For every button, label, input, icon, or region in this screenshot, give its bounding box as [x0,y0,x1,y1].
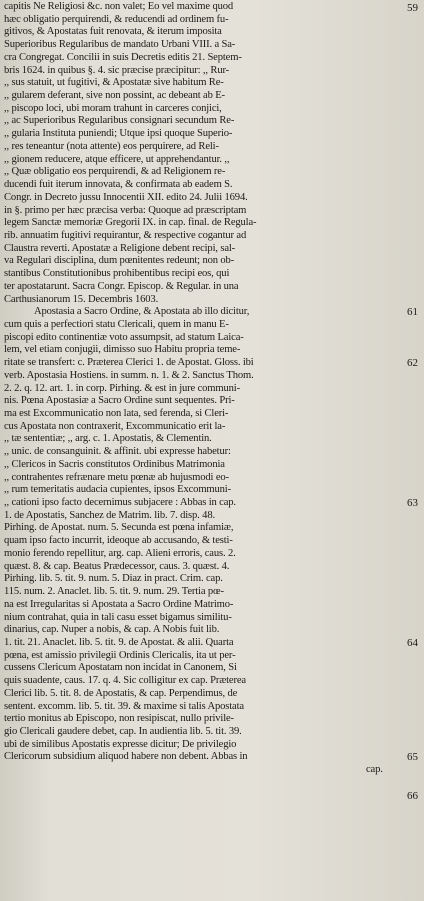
text-line: ,, contrahentes refrænare metu pœnæ ab hujusmodi eo- [4,471,229,483]
text-line: in §. primo per hæc præcisa verba: Quoque ad præscriptam [4,204,247,216]
text-line: Superioribus Regularibus de mandato Urbani VIII. a Sa- [4,39,236,51]
margin-paragraph-number: 63 [407,497,418,510]
text-line: hæc obligatio perquirendi, & reducendi ad ordinem fu- [4,13,229,25]
text-line: ,, res teneantur (nota attente) eos perquirere, ad Reli- [4,140,219,152]
text-line: rib. annuatim fugitivi requirantur, & respective cogantur ad [4,229,247,241]
text-line: Apostasia a Sacro Ordine, & Apostata ab illo dicitur, [34,306,250,318]
text-line: ,, piscopo loci, ubi moram trahunt in carceres conjici, [4,102,222,114]
text-line: sentent. excomm. lib. 5. tit. 39. & maxime si talis Apostata [4,700,244,712]
text-line: cap. [366,764,383,776]
text-line: ,, cationi ipso facto decernimus subjacere : Abbas in cap. [4,497,236,509]
text-line: ducendi fuit iterum innovata, & confirmata ab eadem S. [4,179,233,191]
text-line: 2. 2. q. 12. art. 1. in corp. Pirhing. & est in jure communi- [4,382,240,394]
text-line: ,, Clericos in Sacris constitutos Ordinibus Matrimonia [4,458,225,470]
text-line: Congr. in Decreto jussu Innocentii XII. edito 24. Julii 1694. [4,191,248,203]
text-line: dinarius, cap. Nuper a nobis, & cap. A Nobis fuit lib. [4,624,220,636]
text-line: piscopi edito continentiæ voto assumpsit, ad statum Laica- [4,331,244,343]
text-line: ,, ac Superioribus Regularibus consignari secundum Re- [4,115,235,127]
text-line: na est Irregularitas si Apostata a Sacro Ordine Matrimo- [4,598,234,610]
text-line: nium contrahat, quia in tali casu esset bigamus similitu- [4,611,232,623]
text-line: 115. num. 2. Anaclet. lib. 5. tit. 9. num. 29. Tertia pœ- [4,586,224,598]
text-line: cussens Clericum Apostatam non incidat in Canonem, Si [4,662,237,674]
text-line: lem, vel etiam conjugii, dimisso suo Habitu propria teme- [4,344,241,356]
text-line: ,, gularia Instituta puniendi; Utque ipsi quoque Superio- [4,128,233,140]
text-line: ,, sus statuit, ut fugitivi, & Apostatæ sive habitum Re- [4,77,224,89]
text-line: ritate se transfert: c. Præterea Clerici 1. de Apostat. Gloss. ibi [4,357,254,369]
page-number: 59 [407,2,418,14]
text-line: 1. de Apostatis, Sanchez de Matrim. lib. 7. disp. 48. [4,509,215,521]
text-line: pœna, est amissio privilegii Ordinis Clericalis, ita ut per- [4,649,236,661]
text-line: verb. Apostasia Hostiens. in summ. n. 1. & 2. Sanctus Thom. [4,369,254,381]
text-line: quam ipso facto incurrit, ideoque ab accusando, & testi- [4,535,233,547]
text-line: ter apostatarunt. Sacra Congr. Episcop. & Regular. in una [4,280,239,292]
text-line: ,, gularem deferant, sive non possint, ac debeant ab E- [4,90,225,102]
text-line: stantibus Constitutionibus prohibentibus recipi eos, qui [4,268,230,280]
margin-paragraph-number: 64 [407,637,418,649]
text-line: Pirhing. lib. 5. tit. 9. num. 5. Diaz in pract. Crim. cap. [4,573,223,585]
text-line: gio Clericali gaudere debet, cap. In audientia lib. 5. tit. 39. [4,725,242,737]
margin-paragraph-number: 66 [407,789,418,802]
text-line: cus Apostata non contraxerit, Excommunicatio erit la- [4,420,226,432]
text-line: legem Sanctæ memoriæ Gregorii IX. in cap. final. de Regula- [4,217,257,229]
text-line: cum quis a perfectiori statu Clericali, quem in manu E- [4,318,229,330]
text-line: ,, tæ sententiæ; ,, arg. c. 1. Apostatis, & Clementin. [4,433,212,445]
text-line: ma est Excommunicatio non lata, sed ferenda, si Cleri- [4,408,229,419]
margin-paragraph-number: 61 [407,306,418,319]
text-line: quæst. 8. & cap. Beatus Prædecessor, caus. 3. quæst. 4. [4,560,230,572]
text-line: Clericorum subsidium aliquod habere non debent. Abbas in [4,751,248,763]
text-line: gitivos, & Apostatas fuit renovata, & iterum imposita [4,26,222,38]
text-line: cra Congregat. Concilii in suis Decretis editis 21. Septem- [4,51,242,63]
text-line: quis suadente, caus. 17. q. 4. Sic colligitur ex cap. Præterea [4,675,246,687]
text-line: ubi de similibus Apostatis expresse dicitur; De privilegio [4,738,237,750]
text-line: bris 1624. in quibus §. 4. sic præcise præcipitur: ,, Rur- [4,64,230,76]
text-line: ,, unic. de consanguinit. & affinit. ubi expresse habetur: [4,446,231,458]
text-line: ,, Quæ obligatio eos perquirendi, & ad Religionem re- [4,166,226,178]
text-line: va Regulari disciplina, dum pœnitentes redeunt; non ob- [4,255,235,267]
text-line: nis. Pœna Apostasiæ a Sacro Ordine sunt sequentes. Pri- [4,395,235,407]
text-line: ,, gionem reducere, atque efficere, ut apprehendantur. ,, [4,153,230,165]
text-line: tertio monitus ab Episcopo, non resipiscat, nullo privile- [4,713,234,725]
margin-paragraph-number: 62 [407,357,418,370]
text-line: Pirhing. de Apostat. num. 5. Secunda est pœna infamiæ, [4,522,234,534]
text-line: ,, rum temeritatis audacia cupientes, ipsos Excommuni- [4,484,231,496]
text-line: Carthusianorum 15. Decembris 1603. [4,293,159,305]
text-line: Claustra reverti. Apostatæ a Religione debent recipi, sal- [4,242,236,254]
margin-paragraph-number: 65 [407,751,418,764]
text-line: capitis Ne Religiosi &c. non valet; Eo vel maxime quod [4,1,234,12]
text-line: Clerici lib. 5. tit. 8. de Apostatis, & cap. Perpendimus, de [4,687,238,699]
text-line: monio ferendo repellitur, arg. cap. Alieni erroris, caus. 2. [4,547,236,559]
latin-text-column [4,1,394,777]
text-line: 1. tit. 21. Anaclet. lib. 5. tit. 9. de Apostat. & alii. Quarta [4,636,234,648]
